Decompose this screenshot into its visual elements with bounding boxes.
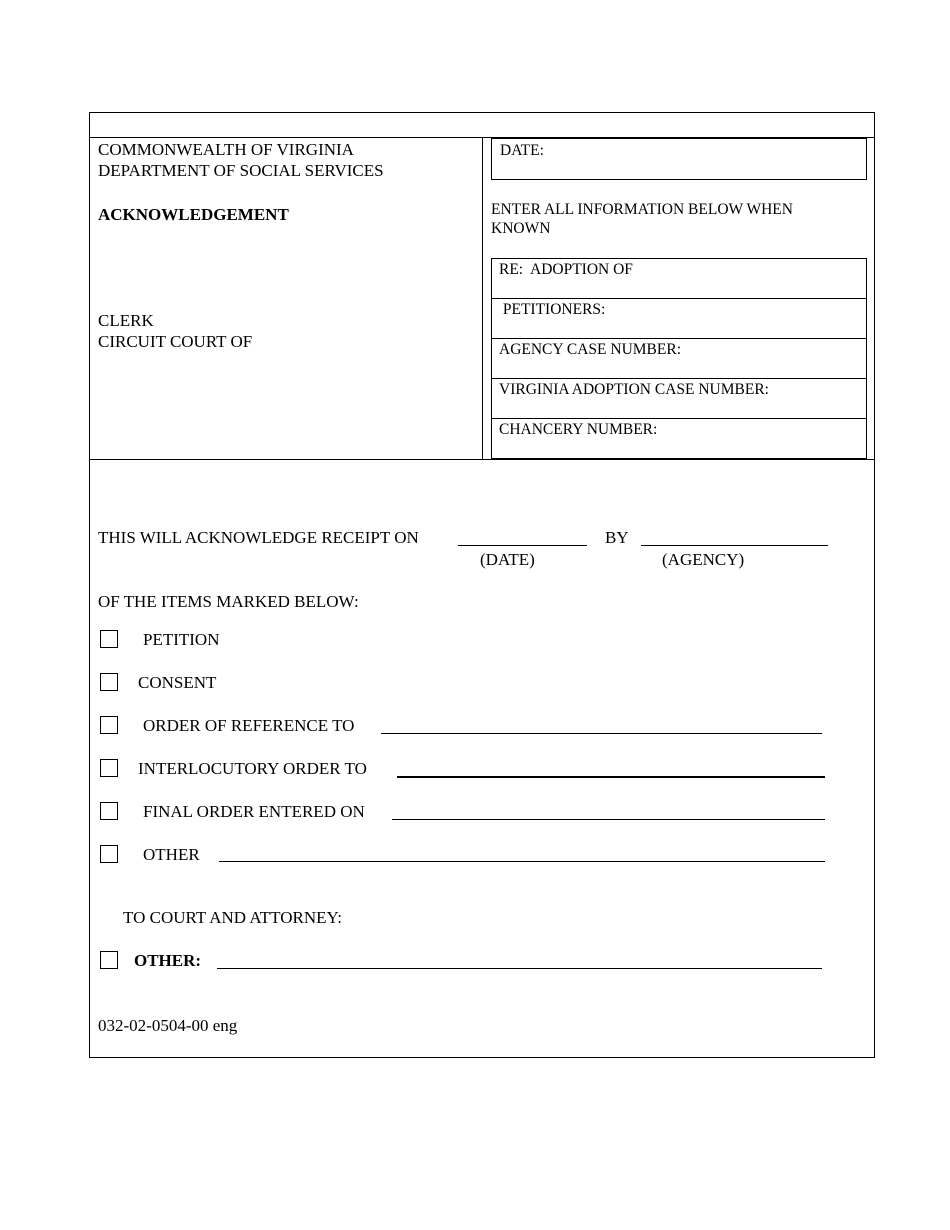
final-order-label: FINAL ORDER ENTERED ON <box>143 802 365 821</box>
adoption-of-field[interactable]: RE: ADOPTION OF <box>499 261 633 278</box>
court-other-blank[interactable] <box>217 968 822 969</box>
case-row-divider <box>491 298 867 299</box>
clerk-line-1: CLERK <box>98 311 154 330</box>
final-order-blank[interactable] <box>392 819 825 820</box>
order-of-reference-checkbox[interactable] <box>100 716 118 734</box>
org-line-2: DEPARTMENT OF SOCIAL SERVICES <box>98 161 384 180</box>
case-row-divider <box>491 378 867 379</box>
petitioners-field[interactable]: PETITIONERS: <box>499 301 606 318</box>
interlocutory-order-checkbox[interactable] <box>100 759 118 777</box>
other-blank[interactable] <box>219 861 825 862</box>
agency-case-number-field[interactable]: AGENCY CASE NUMBER: <box>499 341 681 358</box>
agency-blank[interactable] <box>641 545 828 546</box>
header-bottom-divider <box>89 459 875 460</box>
items-intro: OF THE ITEMS MARKED BELOW: <box>98 592 359 611</box>
by-text: BY <box>605 528 629 547</box>
column-divider-right <box>874 137 875 459</box>
to-court-heading: TO COURT AND ATTORNEY: <box>123 908 342 927</box>
final-order-checkbox[interactable] <box>100 802 118 820</box>
petition-checkbox[interactable] <box>100 630 118 648</box>
date-label: DATE: <box>500 142 544 159</box>
date-field[interactable] <box>491 138 867 180</box>
virginia-adoption-case-number-field[interactable]: VIRGINIA ADOPTION CASE NUMBER: <box>499 381 769 398</box>
interlocutory-order-label: INTERLOCUTORY ORDER TO <box>138 759 367 778</box>
consent-label: CONSENT <box>138 673 217 692</box>
chancery-number-field[interactable]: CHANCERY NUMBER: <box>499 421 658 438</box>
agency-caption: (AGENCY) <box>662 550 745 569</box>
receipt-date-blank[interactable] <box>458 545 587 546</box>
form-title: ACKNOWLEDGEMENT <box>98 205 289 224</box>
interlocutory-order-blank[interactable] <box>397 776 825 778</box>
form-number: 032-02-0504-00 eng <box>98 1016 238 1035</box>
consent-checkbox[interactable] <box>100 673 118 691</box>
receipt-text: THIS WILL ACKNOWLEDGE RECEIPT ON <box>98 528 419 547</box>
column-divider-left <box>482 137 483 459</box>
court-other-label: OTHER: <box>134 951 202 970</box>
clerk-line-2: CIRCUIT COURT OF <box>98 332 253 351</box>
order-of-reference-label: ORDER OF REFERENCE TO <box>143 716 355 735</box>
order-of-reference-blank[interactable] <box>381 733 822 734</box>
org-line-1: COMMONWEALTH OF VIRGINIA <box>98 140 354 159</box>
case-row-divider <box>491 418 867 419</box>
date-caption: (DATE) <box>480 550 535 569</box>
case-row-divider <box>491 338 867 339</box>
other-checkbox[interactable] <box>100 845 118 863</box>
instruction-line-2: KNOWN <box>491 220 551 237</box>
petition-label: PETITION <box>143 630 220 649</box>
instruction-line-1: ENTER ALL INFORMATION BELOW WHEN <box>491 201 793 218</box>
other-label: OTHER <box>143 845 200 864</box>
court-other-checkbox[interactable] <box>100 951 118 969</box>
